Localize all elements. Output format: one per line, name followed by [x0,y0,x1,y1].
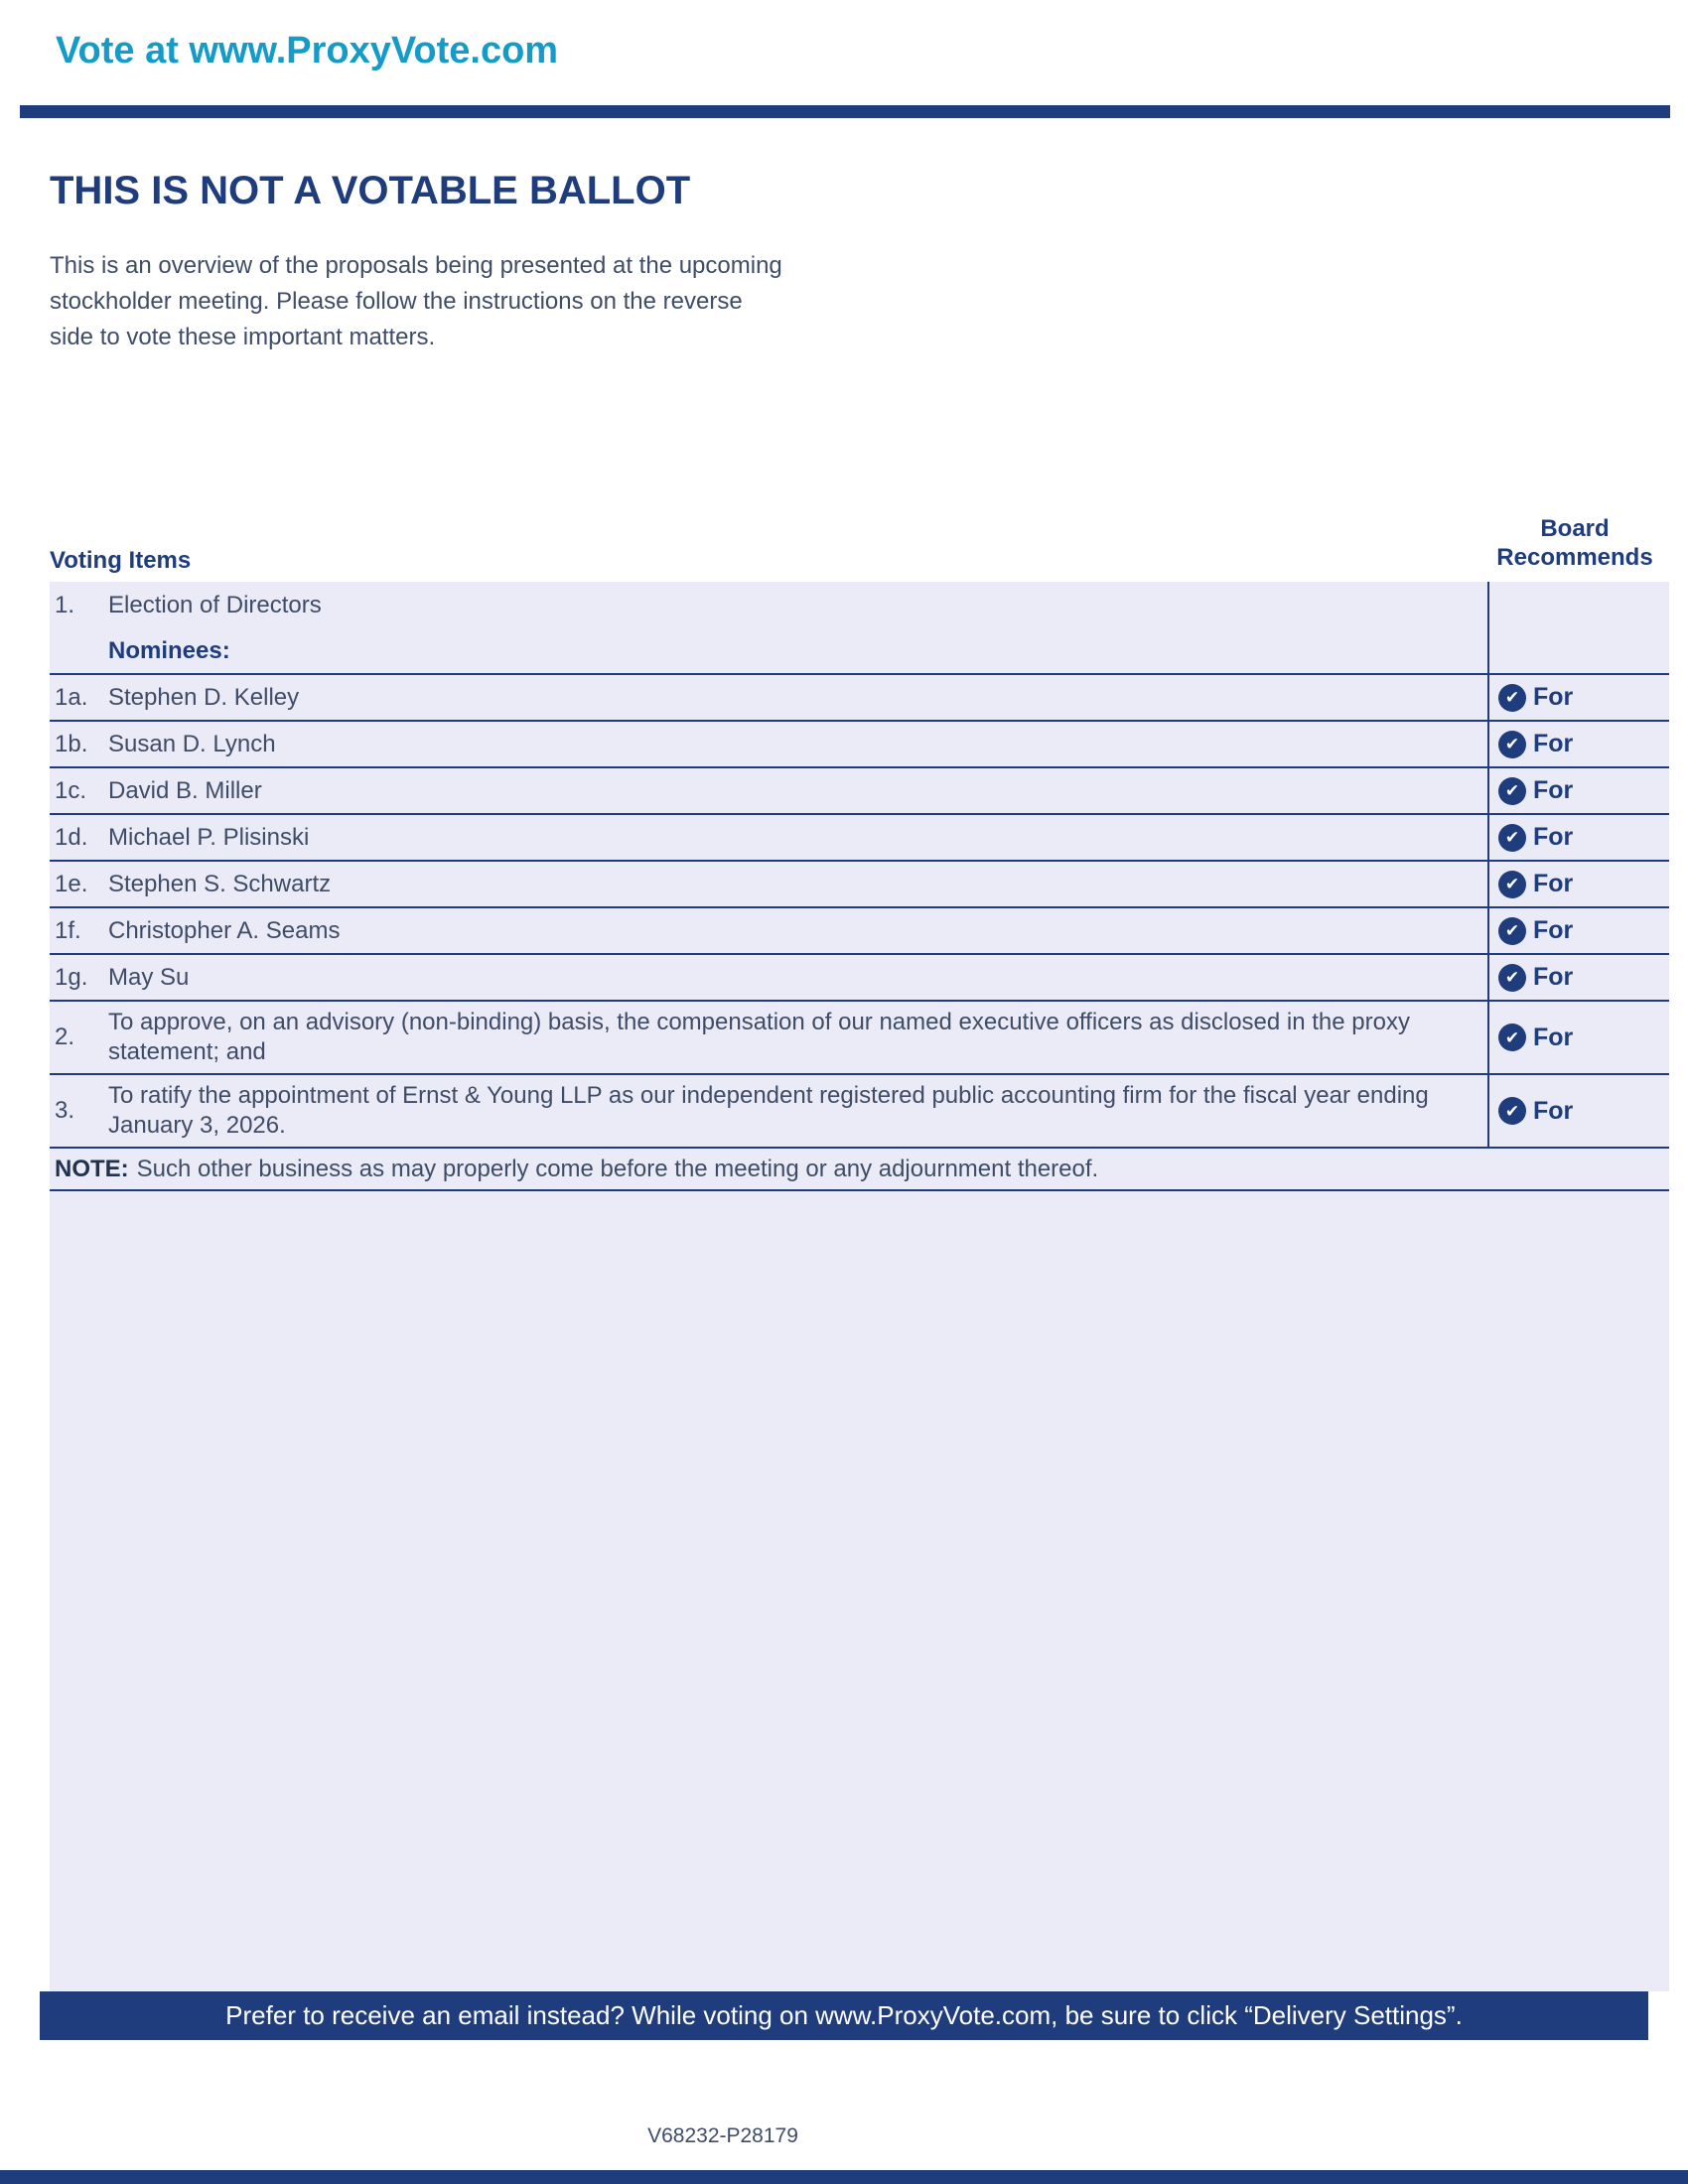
item-cell [50,862,1487,906]
not-votable-title: THIS IS NOT A VOTABLE BALLOT [50,169,691,212]
check-circle-icon: ✔ [1498,824,1526,852]
item-number: 1d. [55,823,88,851]
recommendation-label: For [1533,776,1574,804]
item-number: 1a. [55,683,88,711]
item-cell [50,768,1487,813]
item-cell [50,1002,1487,1073]
table-row [50,955,1669,1002]
item-text: Christopher A. Seams [108,916,341,944]
recommendation-label: For [1533,963,1574,991]
item-text: Stephen S. Schwartz [108,870,332,897]
item-number: 1e. [55,870,88,897]
check-circle-icon: ✔ [1498,1097,1526,1125]
table-row [50,768,1669,815]
recommendation-label: For [1533,1096,1574,1125]
item-text: David B. Miller [108,776,262,804]
table-row [50,1075,1669,1149]
item-number: 1. [55,591,75,618]
check-circle-icon: ✔ [1498,777,1526,805]
board-recommendation-cell [1487,768,1669,813]
header-divider-bar [20,105,1670,118]
item-cell [50,815,1487,860]
item-text: Nominees: [108,636,230,664]
voting-rows [50,582,1669,1149]
check-circle-icon: ✔ [1498,1024,1526,1051]
board-recommendation-cell [1487,955,1669,1000]
item-text: Stephen D. Kelley [108,683,300,711]
board-recommendation-cell [1487,1002,1669,1073]
recommendation-label: For [1533,870,1574,897]
item-text: Susan D. Lynch [108,730,276,757]
bottom-edge-bar [0,2170,1688,2184]
item-text: To approve, on an advisory (non-binding) basis, the compensation of our named executive officers as disclosed in the proxy statement; and [108,1009,1410,1065]
board-recommendation-cell [1487,628,1669,673]
check-circle-icon: ✔ [1498,871,1526,898]
check-circle-icon: ✔ [1498,731,1526,758]
check-circle-icon: ✔ [1498,684,1526,712]
voting-table [50,582,1669,1991]
board-recommends-line2: Recommends [1496,544,1653,571]
item-text: To ratify the appointment of Ernst & Young LLP as our independent registered public accounting firm for the fiscal year ending January 3, 2026. [108,1082,1429,1139]
item-number: 1g. [55,963,88,991]
recommendation-label: For [1533,823,1574,851]
board-recommendation-cell [1487,1075,1669,1147]
board-recommendation-cell [1487,722,1669,766]
proxyvote-url-heading: Vote at www.ProxyVote.com [56,30,559,71]
table-row [50,582,1669,628]
item-cell [50,722,1487,766]
intro-paragraph: This is an overview of the proposals being presented at the upcoming stockholder meeting. Please follow the instructions on the reverse side to vote these important matters. [50,252,782,350]
note-label: NOTE: [55,1155,129,1182]
board-recommendation-cell [1487,582,1669,628]
recommendation-label: For [1533,1023,1574,1051]
board-recommendation-cell [1487,908,1669,953]
board-recommends-header [1480,514,1669,572]
recommendation-label: For [1533,916,1574,944]
item-cell [50,908,1487,953]
board-recommendation-cell [1487,862,1669,906]
item-text: May Su [108,963,190,991]
table-row [50,908,1669,955]
table-row [50,1002,1669,1075]
table-row [50,862,1669,908]
item-text: Election of Directors [108,591,322,618]
board-recommends-line1: Board [1540,515,1610,542]
email-delivery-banner: Prefer to receive an email instead? While voting on www.ProxyVote.com, be sure to click “Delivery Settings”. [40,1991,1648,2040]
table-row [50,628,1669,675]
board-recommendation-cell [1487,815,1669,860]
item-number: 1b. [55,730,88,757]
item-number: 1f. [55,916,81,944]
item-cell [50,1075,1487,1147]
item-cell [50,628,1487,673]
note-row [50,1149,1669,1191]
item-text: Michael P. Plisinski [108,823,310,851]
check-circle-icon: ✔ [1498,964,1526,992]
note-text: Such other business as may properly come before the meeting or any adjournment thereof. [136,1155,1099,1182]
recommendation-label: For [1533,730,1574,757]
item-cell [50,582,1487,628]
check-circle-icon: ✔ [1498,917,1526,945]
item-number: 2. [55,1024,75,1050]
item-cell [50,955,1487,1000]
board-recommendation-cell [1487,675,1669,720]
item-number: 3. [55,1097,75,1124]
voting-items-header: Voting Items [50,547,192,574]
document-code: V68232-P28179 [647,2124,798,2147]
table-row [50,815,1669,862]
item-cell [50,675,1487,720]
item-number: 1c. [55,776,87,804]
table-row [50,675,1669,722]
table-row [50,722,1669,768]
recommendation-label: For [1533,683,1574,711]
